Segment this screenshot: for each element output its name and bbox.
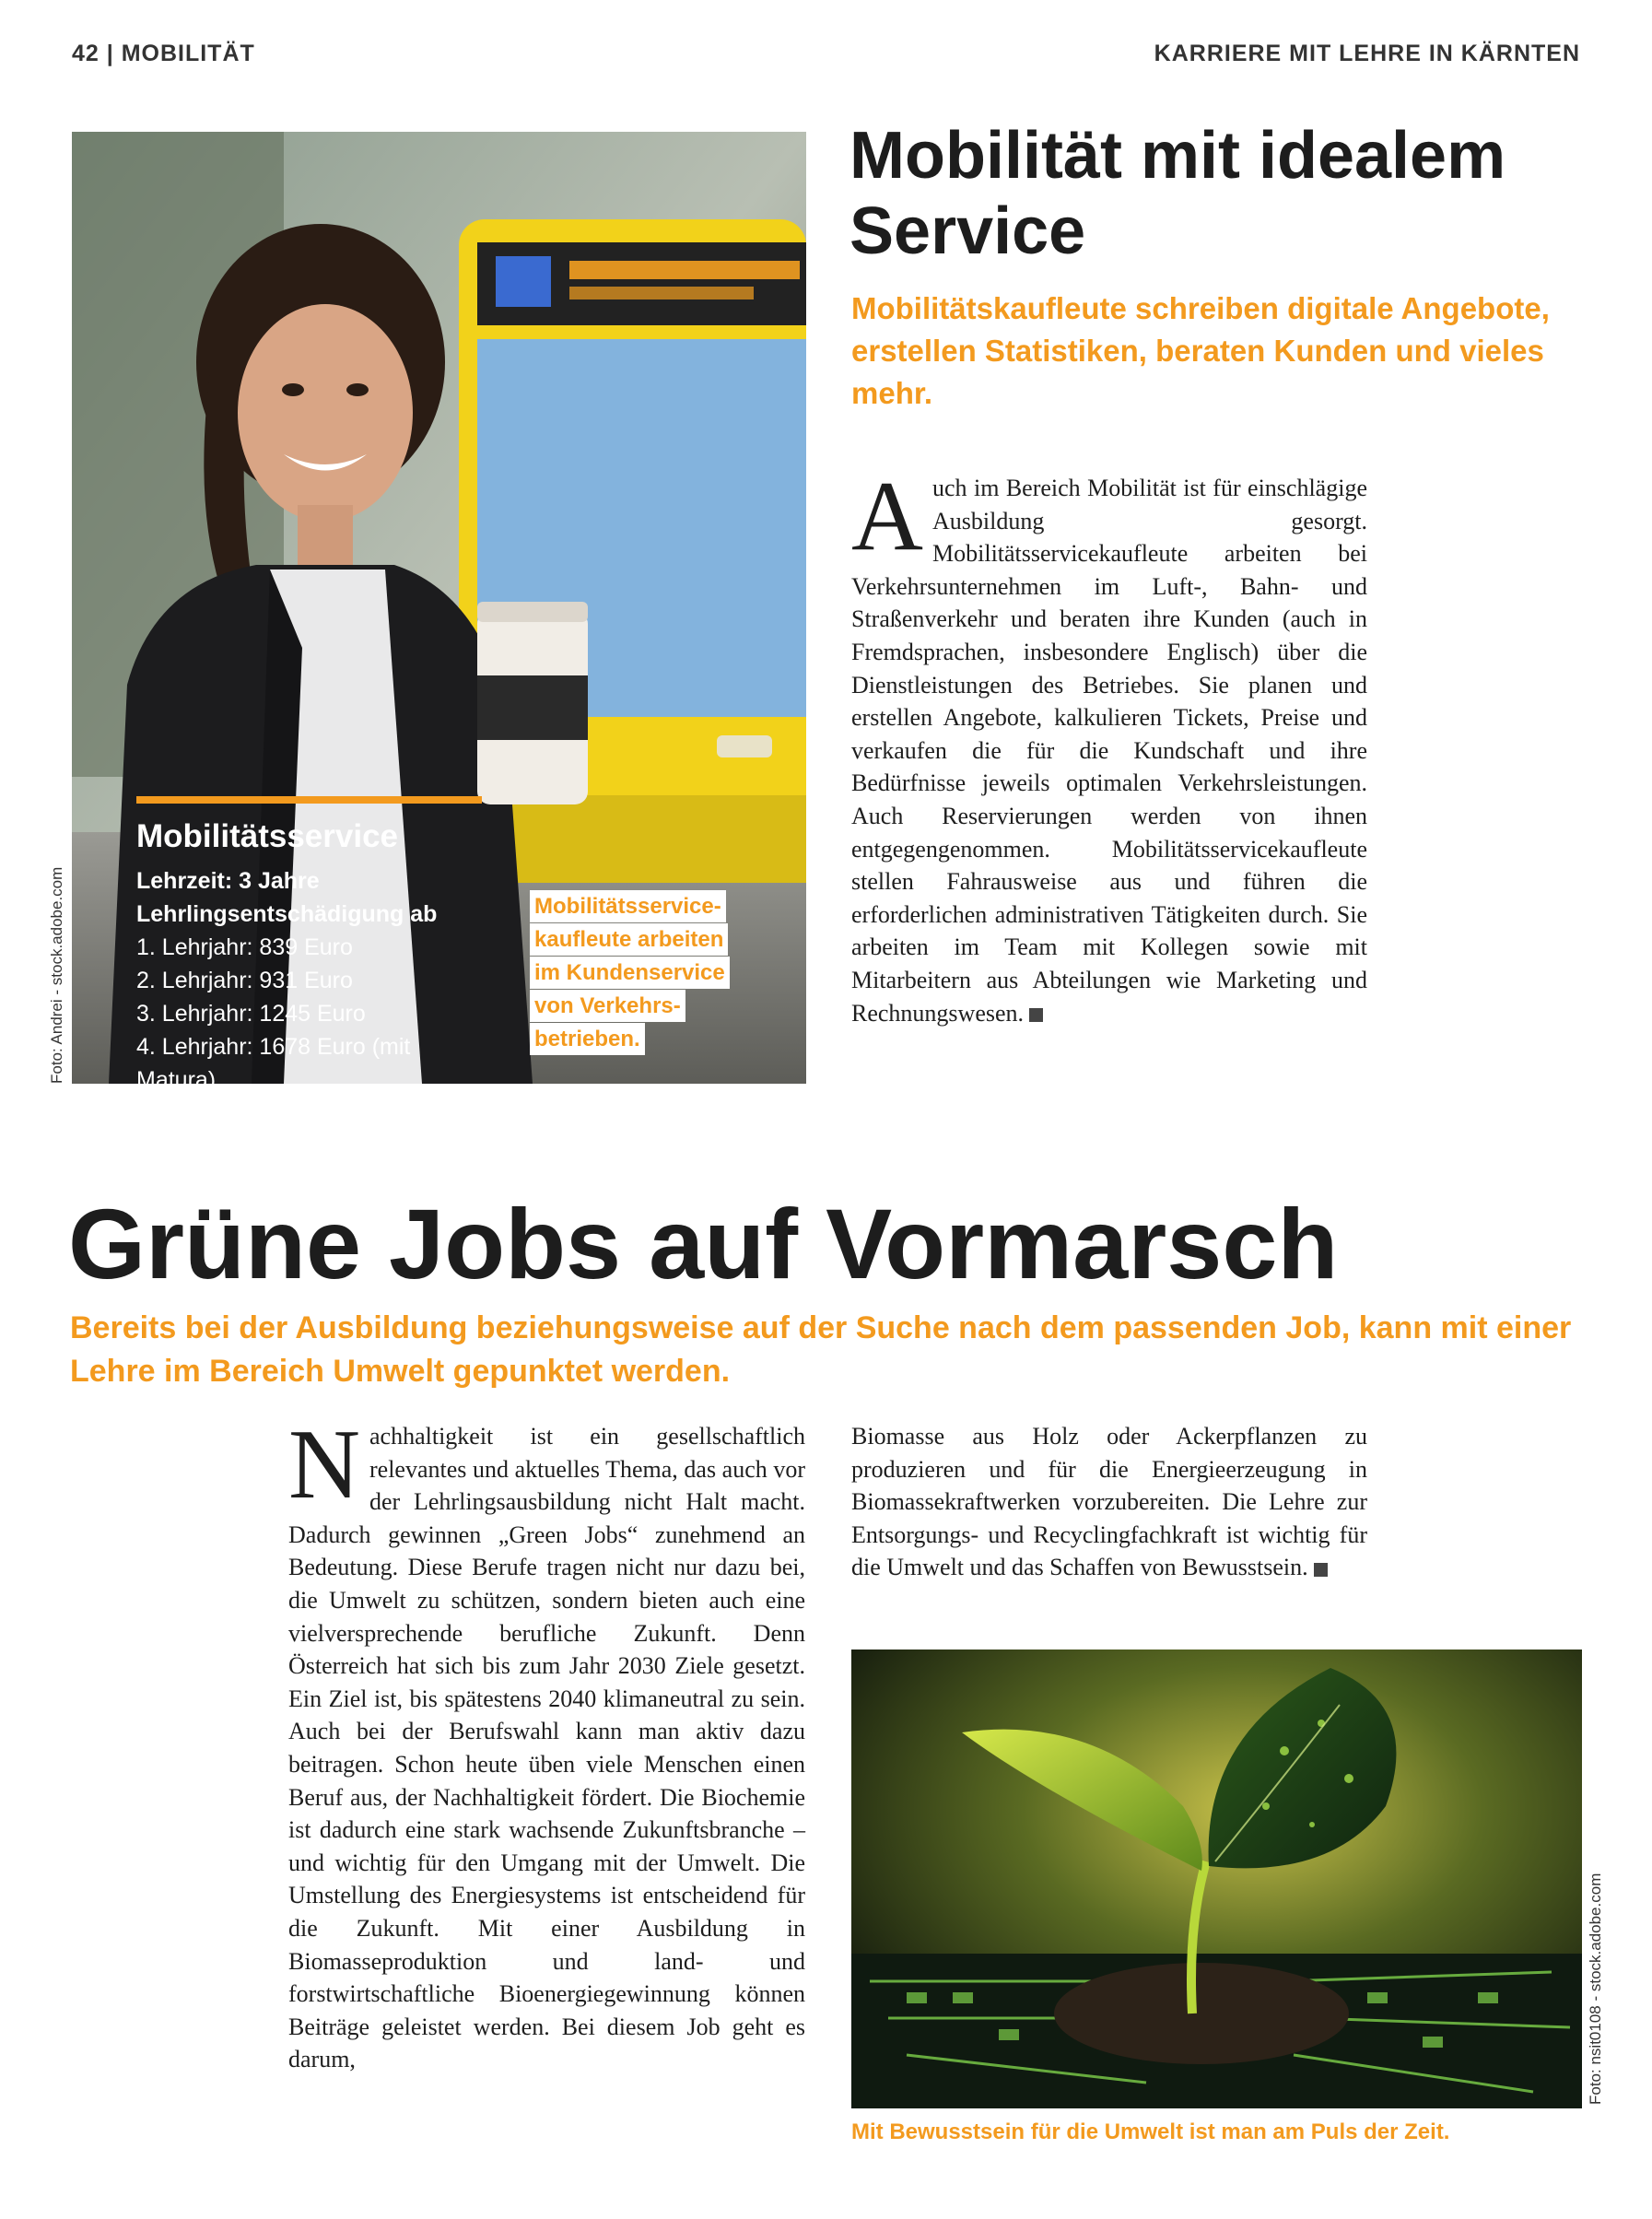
wage-year-3: 3. Lehrjahr: 1245 Euro bbox=[136, 1001, 366, 1027]
apprenticeship-duration: Lehrzeit: 3 Jahre bbox=[136, 868, 320, 894]
article-title: Mobilität mit idealem Service bbox=[849, 119, 1506, 268]
page-header-section: 42 | MOBILITÄT bbox=[72, 41, 255, 66]
drop-cap: A bbox=[851, 462, 923, 571]
drop-cap: N bbox=[288, 1410, 360, 1520]
wage-year-2: 2. Lehrjahr: 931 Euro bbox=[136, 968, 353, 993]
article-body bbox=[851, 462, 1367, 1029]
caption-line: betrieben. bbox=[530, 1023, 645, 1055]
caption-line: kaufleute arbeiten bbox=[530, 923, 728, 956]
info-box-title: Mobilitätsservice bbox=[136, 818, 398, 854]
article-body-column-2 bbox=[851, 1420, 1367, 1584]
article-body-column-1 bbox=[288, 1410, 805, 2076]
article-body-text: achhaltigkeit ist ein gesellschaftlich relevantes und aktuelles Thema, das auch vor der Lehrlingsausbildung nicht Halt macht. Dadurch gewinnen „Green Jobs“ zunehmend an Bedeutung. Diese Berufe tragen nicht nur dazu bei, die Umwelt zu schützen, sondern bieten auch eine vielversprechende berufliche Zukunft. Denn Österreich hat sich bis zum Jahr 2030 Ziele gesetzt. Ein Ziel ist, bis spätestens 2040 klimaneutral zu sein. Auch bei der Berufswahl kann man aktiv dazu beitragen. Schon heute üben viele Menschen einen Beruf aus, der Nachhaltigkeit fördert. Die Biochemie ist dadurch eine stark wachsende Zukunftsbranche – und wichtig für den Umgang mit der Umwelt. Die Umstellung des Energiesystems ist entscheidend für die Zukunft. Mit einer Ausbildung in Biomasseproduktion und land- und forstwirtschaftliche Bioenergiegewinnung können Beiträge geleistet werden. Bei diesem Job geht es darum, bbox=[288, 1423, 805, 2073]
article-subtitle: Bereits bei der Ausbildung beziehungsweise auf der Suche nach dem passenden Job, kann mit einer Lehre im Bereich Umwelt gepunktet werden. bbox=[70, 1310, 1572, 1389]
article-subtitle: Mobilitätskaufleute schreiben digitale Angebote, erstellen Statistiken, beraten Kunden und vieles mehr. bbox=[851, 291, 1550, 410]
end-mark-icon bbox=[1029, 1008, 1043, 1022]
photo-caption bbox=[530, 890, 779, 1056]
caption-line: Mobilitätsservice- bbox=[530, 890, 726, 922]
caption-line: von Verkehrs- bbox=[530, 990, 685, 1022]
page-header-publication: KARRIERE MIT LEHRE IN KÄRNTEN bbox=[1154, 41, 1580, 66]
article-body-text: uch im Bereich Mobilität ist für einschlägige Ausbildung gesorgt. Mobilitätsservicekaufleute arbeiten bei Verkehrsunternehmen im Luft-, Bahn- und Straßenverkehr und beraten ihre Kunden (auch in Fremdsprachen, insbesondere Englisch) über die Dienstleistungen des Betriebes. Sie planen und erstellen Angebote, kalkulieren Tickets, Preise und verkaufen die für die Kundschaft und ihre Bedürfnisse jeweils optimalen Verkehrsleistungen. Auch Reservierungen werden von ihnen entgegengenommen. Mobilitätsservicekaufleute stellen Fahrausweise aus und führen die erforderlichen administrativen Tätigkeiten durch. Sie arbeiten im Team mit Kollegen sowie mit Mitarbeitern aus Abteilungen wie Marketing und Rechnungswesen. bbox=[851, 475, 1367, 1027]
photo-caption: Mit Bewusstsein für die Umwelt ist man am Puls der Zeit. bbox=[851, 2119, 1450, 2144]
wage-year-1: 1. Lehrjahr: 839 Euro bbox=[136, 934, 353, 960]
wage-heading: Lehrlingsentschädigung ab bbox=[136, 901, 438, 927]
accent-rule bbox=[136, 796, 482, 804]
green-jobs-photo bbox=[851, 1650, 1582, 2108]
end-mark-icon bbox=[1314, 1563, 1328, 1577]
apprenticeship-info-box bbox=[136, 796, 486, 1097]
photo-credit: Foto: nsit0108 - stock.adobe.com bbox=[1587, 1873, 1604, 2105]
wage-year-4: 4. Lehrjahr: 1678 Euro (mit Matura) bbox=[136, 1034, 411, 1093]
photo-credit: Foto: Andrei - stock.adobe.com bbox=[48, 866, 65, 1084]
caption-line: im Kundenservice bbox=[530, 957, 730, 989]
article-body-text: Biomasse aus Holz oder Ackerpflanzen zu produzieren und für die Energieerzeugung in Biomassekraftwerken vorzubereiten. Die Lehre zur Entsorgungs- und Recyclingfachkraft ist wichtig für die Umwelt und das Schaffen von Bewusstsein. bbox=[851, 1423, 1367, 1581]
article-title: Grüne Jobs auf Vormarsch bbox=[68, 1188, 1339, 1299]
